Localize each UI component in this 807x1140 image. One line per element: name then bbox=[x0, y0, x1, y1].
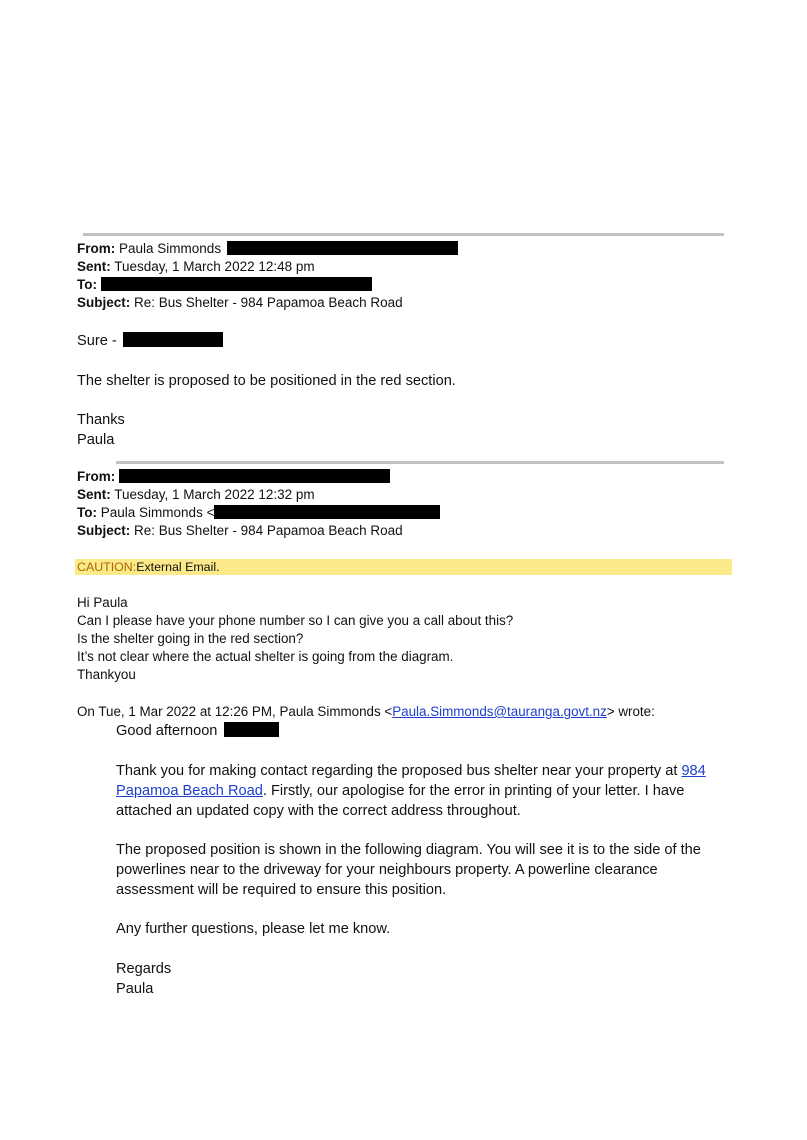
email2-line: It’s not clear where the actual shelter is going from the diagram. bbox=[77, 649, 454, 664]
to-label: To: bbox=[77, 505, 97, 520]
caution-label: CAUTION: bbox=[77, 560, 137, 574]
sent-label: Sent: bbox=[77, 259, 111, 274]
email2-subject-line bbox=[77, 522, 403, 540]
redaction-block bbox=[214, 505, 440, 519]
email2-line: Hi Paula bbox=[77, 595, 128, 610]
email1-subject-line bbox=[77, 294, 403, 312]
subject-label: Subject: bbox=[77, 523, 131, 538]
email1-signature: Paula bbox=[77, 432, 115, 448]
email1-body: The shelter is proposed to be positioned in the red section. bbox=[77, 373, 456, 389]
quoted-intro: On Tue, 1 Mar 2022 at 12:26 PM, Paula Simmonds <Paula.Simmonds@tauranga.govt.nz> wrote: bbox=[77, 704, 655, 719]
email2-from-line bbox=[77, 468, 390, 486]
redaction-block bbox=[227, 241, 458, 255]
divider-top bbox=[83, 233, 724, 236]
email1-signoff: Thanks bbox=[77, 412, 125, 428]
subject-label: Subject: bbox=[77, 295, 131, 310]
from-label: From: bbox=[77, 241, 116, 256]
sent-value: Tuesday, 1 March 2022 12:32 pm bbox=[114, 487, 315, 502]
sent-label: Sent: bbox=[77, 487, 111, 502]
redaction-block bbox=[101, 277, 372, 291]
quoted-greeting: Good afternoon bbox=[116, 721, 279, 741]
redaction-block bbox=[119, 469, 390, 483]
caution-banner bbox=[75, 559, 732, 575]
redaction-block bbox=[123, 332, 223, 347]
subject-value: Re: Bus Shelter - 984 Papamoa Beach Road bbox=[134, 523, 403, 538]
quoted-regards: Regards bbox=[116, 961, 172, 977]
quoted-paragraph-2: The proposed position is shown in the following diagram. You will see it is to the side of the powerlines near to the driveway for your neighbours property. A powerline clearance assessment will be required to ensure this position. bbox=[116, 842, 701, 898]
email1-greeting: Sure - bbox=[77, 331, 223, 351]
from-label: From: bbox=[77, 469, 116, 484]
email1-from-line bbox=[77, 240, 458, 258]
to-value: Paula Simmonds < bbox=[100, 505, 215, 520]
subject-value: Re: Bus Shelter - 984 Papamoa Beach Road bbox=[134, 295, 403, 310]
from-value: Paula Simmonds bbox=[119, 241, 222, 256]
email2-line: Thankyou bbox=[77, 667, 136, 682]
email-address-link[interactable]: Paula.Simmonds@tauranga.govt.nz bbox=[392, 704, 607, 719]
divider-middle bbox=[116, 461, 724, 464]
caution-text: External Email. bbox=[136, 560, 220, 574]
email1-sent-line bbox=[77, 258, 315, 276]
email1-to-line bbox=[77, 276, 372, 294]
address-link[interactable]: 984 Papamoa Beach Road bbox=[116, 763, 706, 799]
quoted-paragraph-3: Any further questions, please let me know. bbox=[116, 921, 391, 937]
email2-line: Is the shelter going in the red section? bbox=[77, 631, 304, 646]
sent-value: Tuesday, 1 March 2022 12:48 pm bbox=[114, 259, 315, 274]
email2-line: Can I please have your phone number so I can give you a call about this? bbox=[77, 613, 514, 628]
quoted-paragraph-1: Thank you for making contact regarding the proposed bus shelter near your property at 984 Papamoa Beach Road. Firstly, our apologise for the error in printing of your letter. I have attached an updated copy with the correct address throughout. bbox=[116, 763, 706, 819]
email2-sent-line bbox=[77, 486, 315, 504]
email2-to-line bbox=[77, 504, 440, 522]
redaction-block bbox=[224, 722, 279, 737]
quoted-signature: Paula bbox=[116, 981, 154, 997]
to-label: To: bbox=[77, 277, 97, 292]
